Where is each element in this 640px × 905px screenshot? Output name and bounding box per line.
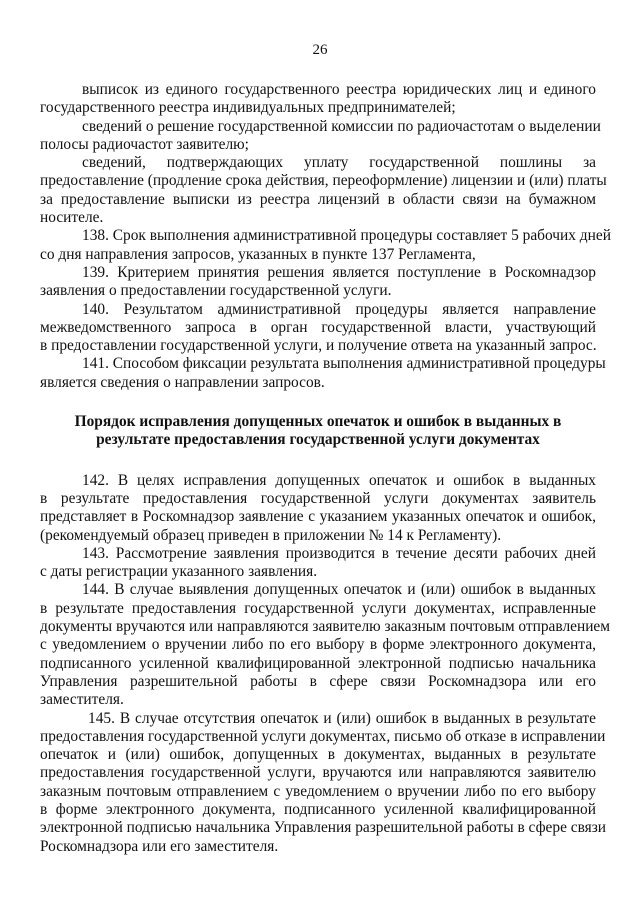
text-line: предоставление (продление срока действия, переоформление) лицензии и (или) платы: [40, 172, 607, 190]
text-line: 144. В случае выявления допущенных опечаток и (или) ошибок в выданных: [82, 581, 596, 599]
text-line: документы вручаются или направляются заявителю заказным почтовым отправлением: [40, 618, 611, 636]
text-line: предоставления государственной услуги документах, письмо об отказе в исправлении: [40, 727, 606, 745]
text-line: Управления разрешительной работы в сфере связи Роскомнадзора или его: [40, 672, 596, 690]
text-line: предоставления государственной услуги, вручаются или направляются заявителю: [40, 764, 596, 782]
text-line: Роскомнадзора или его заместителя.: [40, 837, 279, 855]
text-line: (рекомендуемый образец приведен в приложении № 14 к Регламенту).: [40, 526, 502, 544]
text-line: 145. В случае отсутствия опечаток и (или) ошибок в выданных в результате: [88, 709, 596, 727]
text-line: государственного реестра индивидуальных предпринимателей;: [40, 99, 456, 117]
section-heading: результате предоставления государственной услуги документах: [96, 431, 540, 449]
text-line: носителе.: [40, 209, 104, 227]
page-number: 26: [312, 42, 328, 58]
text-line: опечаток и (или) ошибок, допущенных в документах, выданных в результате: [40, 746, 596, 764]
text-line: в результате предоставления государственной услуги документах заявитель: [40, 489, 596, 507]
text-line: с даты регистрации указанного заявления.: [40, 563, 318, 581]
text-line: с уведомлением о вручении либо по его выбору в форме электронного документа,: [40, 636, 596, 654]
text-line: в форме электронного документа, подписанного усиленной квалифицированной: [40, 800, 596, 818]
text-line: заместителя.: [40, 691, 124, 709]
text-line: полосы радиочастот заявителю;: [40, 135, 249, 153]
text-line: со дня направления запросов, указанных в пункте 137 Регламента,: [40, 245, 476, 263]
text-line: 143. Рассмотрение заявления производится в течение десяти рабочих дней: [82, 544, 596, 562]
text-line: выписок из единого государственного реестра юридических лиц и единого: [82, 81, 596, 98]
text-line: сведений, подтверждающих уплату государственной пошлины за: [82, 154, 596, 172]
text-line: 139. Критерием принятия решения является поступление в Роскомнадзор: [82, 263, 596, 281]
text-line: в результате предоставления государственной услуги документах, исправленные: [40, 599, 596, 617]
text-line: 140. Результатом административной процедуры является направление: [82, 300, 596, 318]
text-line: сведений о решение государственной комиссии по радиочастотам о выделении: [82, 117, 601, 135]
text-line: заявления о предоставлении государственной услуги.: [40, 282, 392, 300]
text-line: представляет в Роскомнадзор заявление с указанием указанных опечаток и ошибок,: [40, 508, 596, 526]
text-line: 142. В целях исправления допущенных опечаток и ошибок в выданных: [82, 471, 596, 489]
section-heading: Порядок исправления допущенных опечаток и ошибок в выданных в: [74, 413, 562, 431]
text-line: межведомственного запроса в орган государственной власти, участвующий: [40, 318, 596, 336]
text-line: за предоставление выписки из реестра лицензий в области связи на бумажном: [40, 190, 596, 208]
document-body: [40, 81, 611, 856]
text-line: электронной подписью начальника Управления разрешительной работы в сфере связи: [40, 819, 607, 837]
text-line: является сведения о направлении запросов.: [40, 373, 325, 391]
text-line: заказным почтовым отправлением с уведомлением о вручении либо по его выбору: [40, 782, 596, 800]
text-line: подписанного усиленной квалифицированной электронной подписью начальника: [40, 654, 596, 672]
text-line: 138. Срок выполнения административной процедуры составляет 5 рабочих дней: [82, 227, 611, 245]
text-line: 141. Способом фиксации результата выполнения административной процедуры: [82, 355, 606, 373]
text-line: в предоставлении государственной услуги, и получение ответа на указанный запрос.: [40, 337, 597, 355]
